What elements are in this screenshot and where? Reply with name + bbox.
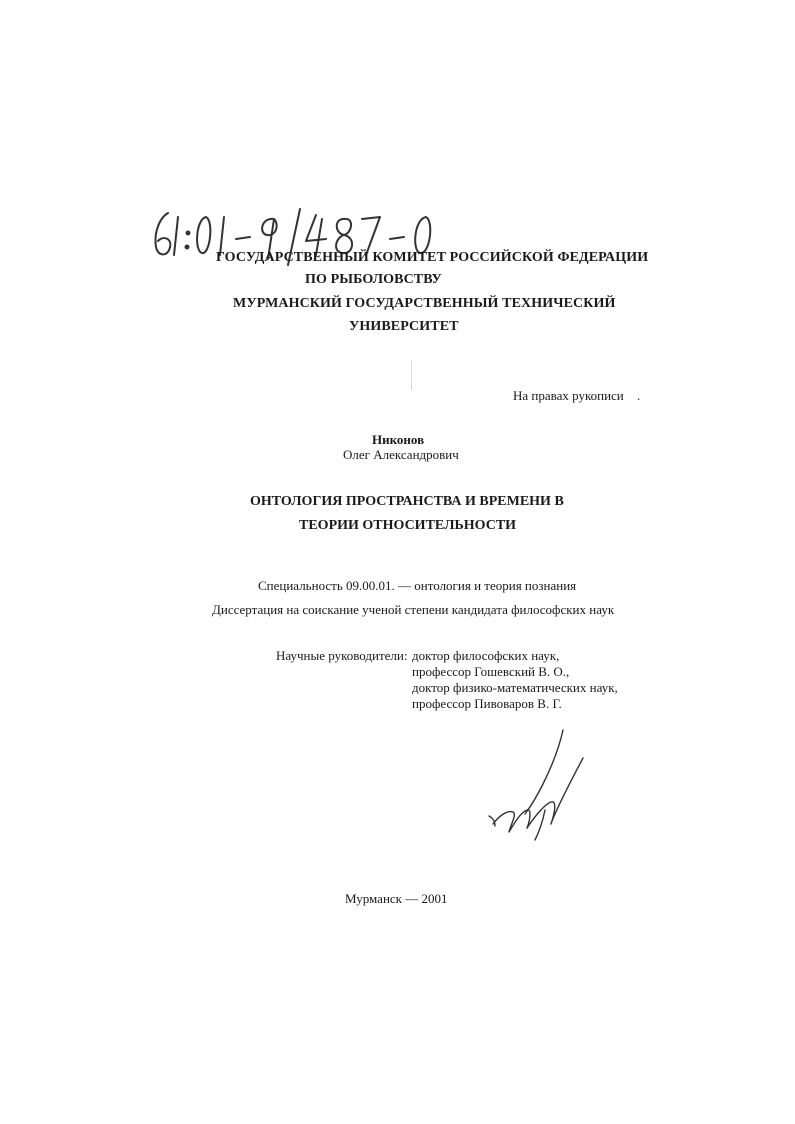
org-line-4: УНИВЕРСИТЕТ — [349, 319, 459, 334]
org-line-3: МУРМАНСКИЙ ГОСУДАРСТВЕННЫЙ ТЕХНИЧЕСКИЙ — [233, 296, 616, 311]
place-and-year: Мурманск — 2001 — [345, 891, 448, 906]
degree-line: Диссертация на соискание ученой степени кандидата философских наук — [212, 602, 615, 617]
dissertation-title-line-1: ОНТОЛОГИЯ ПРОСТРАНСТВА И ВРЕМЕНИ В — [250, 494, 564, 509]
rights-dot: . — [637, 388, 641, 403]
org-line-2: ПО РЫБОЛОВСТВУ — [305, 272, 442, 287]
specialty-line: Специальность 09.00.01. — онтология и теория познания — [258, 578, 577, 593]
author-first-names: Олег Александрович — [343, 447, 459, 462]
org-line-1: ГОСУДАРСТВЕННЫЙ КОМИТЕТ РОССИЙСКОЙ ФЕДЕРАЦИИ — [216, 250, 649, 265]
signature-icon — [485, 728, 595, 843]
supervisor-line: профессор Гошевский В. О., — [412, 664, 570, 679]
scan-mark — [411, 360, 412, 390]
dissertation-title-line-2: ТЕОРИИ ОТНОСИТЕЛЬНОСТИ — [299, 518, 517, 533]
handwritten-signature — [485, 728, 595, 843]
supervisor-line: доктор философских наук, — [412, 648, 560, 663]
rights-note: На правах рукописи — [513, 388, 624, 403]
supervisors-label: Научные руководители: — [276, 648, 408, 663]
author-last-name: Никонов — [372, 432, 425, 447]
supervisor-line: профессор Пивоваров В. Г. — [412, 696, 562, 711]
supervisor-line: доктор физико-математических наук, — [412, 680, 618, 695]
